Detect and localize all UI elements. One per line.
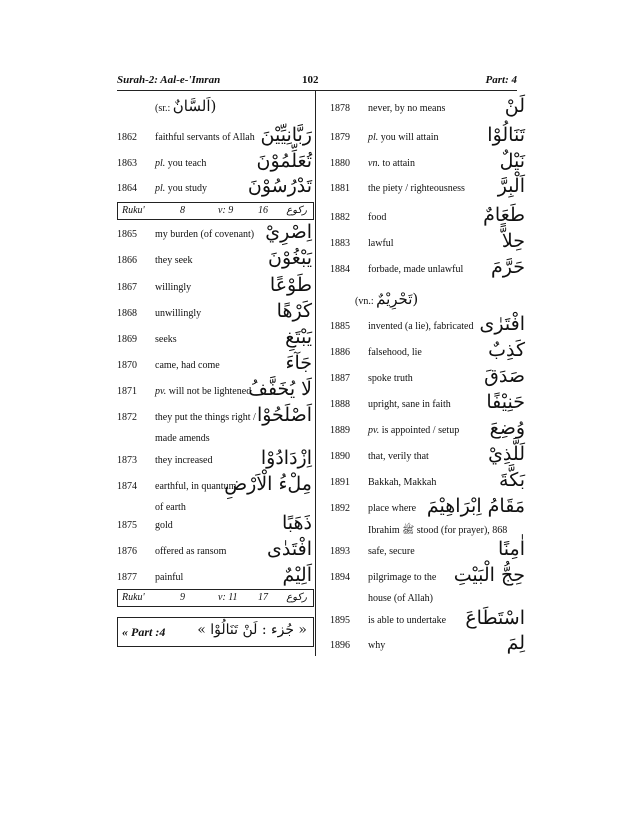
meaning-text: you study [167,183,207,194]
column-divider [315,91,316,656]
entry-meaning [155,386,251,397]
ruku-verses: v: 9 [218,205,234,216]
entry-number: 1880 [330,158,350,169]
entry-row [330,258,525,280]
ruku-label: Ruku' [122,592,145,603]
entry-meaning [368,373,413,384]
entry-row [117,152,312,174]
meaning-text: faithful servants of Allah [155,132,255,143]
ruku-box-2 [117,589,314,607]
root-note-left [155,97,216,115]
entry-meaning [155,282,191,293]
entry-row [117,449,312,471]
meaning-text: food [368,212,387,223]
entry-number: 1875 [117,520,137,531]
meaning-text: is able to undertake [368,615,447,626]
entry-arabic: حِلاًّ [501,230,525,252]
entry-meaning [368,264,463,275]
root-prefix: (vn.: [355,296,374,307]
entry-number: 1877 [117,572,137,583]
entry-number: 1874 [117,481,137,492]
entry-arabic: لَا يُخَفَّفُ [248,378,312,400]
entry-row [117,276,312,298]
entry-arabic: صَدَقَ [484,365,525,387]
entry-number: 1889 [330,425,350,436]
meaning-text: seeks [155,334,177,345]
entry-row [330,393,525,415]
entry-meaning [155,520,173,531]
entry-arabic: افْتَرٰى [479,313,525,335]
entry-arabic: تَدْرُسُوْنَ [247,175,312,197]
root-note-right [355,290,418,308]
grammar-tag: pl. [155,158,166,169]
entry-number: 1894 [330,572,350,583]
entry-number: 1870 [117,360,137,371]
entry-row [117,473,312,513]
grammar-tag: pl. [155,183,166,194]
meaning-text: unwillingly [155,308,202,319]
entry-arabic: يَبْغُوْنَ [268,247,312,269]
entry-meaning [368,212,386,223]
entry-number: 1891 [330,477,350,488]
entry-meaning [368,103,445,114]
entry-arabic: طَعَامٌ [483,204,525,226]
ruku-count: 16 [258,205,268,216]
entry-row [330,609,525,631]
page-number: 102 [302,74,319,86]
entry-meaning [368,477,436,488]
entry-row [117,302,312,324]
entry-meaning [368,546,415,557]
meaning-text: is appointed / setup [381,425,460,436]
entry-arabic: ذَهَبًا [281,512,312,534]
entry-arabic: اَصْلَحُوْا [256,404,312,426]
entry-meaning [155,360,220,371]
entry-arabic: حَرَّمَ [491,256,525,278]
entry-meaning [368,399,451,410]
entry-arabic: حَنِيْفًا [486,391,525,413]
surah-title: Surah-2: Aal-e-'Imran [117,74,221,86]
meaning-text: place where [368,503,417,514]
entry-meaning [155,334,177,345]
entry-arabic: رَبَّانِيِّيْنَ [260,124,312,146]
entry-meaning [155,255,193,266]
entry-arabic: اَلِيْمٌ [282,564,312,586]
entry-number: 1887 [330,373,350,384]
entry-row [117,249,312,271]
entry-row [330,445,525,467]
part-label-english: « Part :4 [122,625,166,639]
entry-arabic: افْتَدٰى [267,538,312,560]
entry-arabic: طَوْعًا [269,274,312,296]
entry-meaning [155,158,206,169]
entry-arabic: نَيْلٌ [499,150,525,172]
entry-meaning [368,321,474,332]
entry-row [117,354,312,376]
entry-meaning [155,412,256,423]
root-arabic: اَلسَّانٌ) [172,97,217,115]
entry-row [330,97,525,119]
entry-meaning [155,229,254,240]
meaning-continuation: house (of Allah) [368,593,433,604]
entry-number: 1867 [117,282,137,293]
meaning-text: will not be lightened [168,386,252,397]
entry-arabic: جَآءَ [285,352,312,374]
entry-meaning [368,158,415,169]
entry-number: 1881 [330,183,350,194]
entry-meaning [155,183,207,194]
entry-meaning [368,183,465,194]
meaning-text: safe, secure [368,546,415,557]
ruku-count: 17 [258,592,268,603]
entry-arabic: لَنْ [504,95,525,117]
meaning-text: my burden (of covenant) [155,229,255,240]
part-box [117,617,314,647]
entry-row [330,232,525,254]
entry-row [330,495,525,536]
entry-arabic: وُضِعَ [489,417,525,439]
entry-row [330,152,525,174]
entry-number: 1868 [117,308,137,319]
entry-row [117,177,312,199]
entry-row [330,177,525,199]
entry-arabic: حِجُّ الْبَيْتِ [453,564,525,586]
meaning-text: never, by no means [368,103,446,114]
entry-meaning [155,546,226,557]
meaning-text: spoke truth [368,373,413,384]
entry-meaning [368,503,416,514]
entry-number: 1885 [330,321,350,332]
entry-arabic: اِزْدَادُوْا [260,447,312,469]
entry-row [117,514,312,536]
entry-arabic: لَلَّذِيْ [488,443,525,465]
meaning-text: to attain [382,158,415,169]
meaning-continuation: made amends [155,433,210,444]
entry-row [117,566,312,588]
ruku-box-1 [117,202,314,220]
meaning-text: came, had come [155,360,220,371]
entry-number: 1895 [330,615,350,626]
entry-meaning [368,615,446,626]
meaning-text: invented (a lie), fabricated [368,321,474,332]
entry-number: 1884 [330,264,350,275]
ruku-verses: v: 11 [218,592,238,603]
entry-number: 1893 [330,546,350,557]
entry-row [117,126,312,148]
meaning-text: pilgrimage to the [368,572,437,583]
entry-meaning [368,347,422,358]
root-arabic: تَحْرِيْمٌ) [376,290,419,308]
meaning-text: you teach [167,158,207,169]
entry-meaning [155,132,255,143]
entry-meaning [368,238,394,249]
part-label: Part: 4 [485,74,517,86]
entry-row [330,126,525,148]
entry-number: 1890 [330,451,350,462]
entry-arabic: يَبْتَغِ [285,326,312,348]
entry-number: 1888 [330,399,350,410]
entry-arabic: تُعَلِّمُوْنَ [256,150,312,172]
meaning-text: earthful, in quantum [155,481,237,492]
entry-row [330,471,525,493]
ruku-arabic: رکوع [286,592,307,603]
entry-arabic: كَذِبٌ [488,339,525,361]
meaning-text: they seek [155,255,193,266]
entry-meaning [368,572,436,583]
entry-row [330,341,525,363]
entry-row [117,540,312,562]
entry-number: 1878 [330,103,350,114]
meaning-text: that, verily that [368,451,429,462]
entry-row [330,634,525,656]
meaning-continuation: Ibrahim ﷺ stood (for prayer), 868 [368,525,508,536]
entry-row [330,419,525,441]
meaning-text: Bakkah, Makkah [368,477,437,488]
ruku-label: Ruku' [122,205,145,216]
entry-number: 1869 [117,334,137,345]
meaning-text: willingly [155,282,192,293]
meaning-text: you will attain [380,132,439,143]
entry-arabic: مِلْءُ الْاَرْضِ [224,473,312,495]
entry-number: 1872 [117,412,137,423]
page-header [117,72,517,91]
meaning-text: why [368,640,386,651]
entry-meaning [155,572,183,583]
entry-row [330,540,525,562]
entry-number: 1866 [117,255,137,266]
entry-number: 1892 [330,503,350,514]
entry-number: 1882 [330,212,350,223]
entry-meaning [368,425,459,436]
entry-arabic: تَنَالُوْا [487,124,525,146]
entry-meaning [155,308,201,319]
entry-row [117,380,312,402]
grammar-tag: pv. [368,425,380,436]
meaning-text: gold [155,520,173,531]
entry-row [330,564,525,604]
entry-meaning [368,640,385,651]
meaning-text: offered as ransom [155,546,227,557]
entry-meaning [368,451,429,462]
ruku-number: 8 [180,205,185,216]
entry-row [330,206,525,228]
meaning-text: the piety / righteousness [368,183,465,194]
entry-number: 1896 [330,640,350,651]
entry-arabic: اٰمِنًا [498,538,525,560]
entry-arabic: اسْتَطَاعَ [465,607,525,629]
ruku-arabic: رکوع [286,205,307,216]
meaning-continuation: of earth [155,502,186,513]
entry-number: 1883 [330,238,350,249]
entry-number: 1871 [117,386,137,397]
meaning-text: upright, sane in faith [368,399,451,410]
grammar-tag: pv. [155,386,167,397]
root-prefix: (sr.: [155,103,171,114]
entry-number: 1876 [117,546,137,557]
entry-arabic: اِصْرِيْ [265,221,312,243]
meaning-text: lawful [368,238,394,249]
entry-number: 1865 [117,229,137,240]
meaning-text: they increased [155,455,213,466]
meaning-text: painful [155,572,184,583]
grammar-tag: pl. [368,132,379,143]
entry-row [117,328,312,350]
meaning-text: falsehood, lie [368,347,422,358]
entry-number: 1864 [117,183,137,194]
entry-row [330,315,525,337]
meaning-text: forbade, made unlawful [368,264,464,275]
entry-number: 1863 [117,158,137,169]
entry-row [330,367,525,389]
entry-row [117,404,312,444]
entry-row [117,223,312,245]
part-label-arabic: « جُزء : لَنْ تَنَالُوْا » [197,622,307,638]
grammar-tag: vn. [368,158,380,169]
ruku-number: 9 [180,592,185,603]
entry-number: 1873 [117,455,137,466]
entry-arabic: بَكَّةَ [499,469,525,491]
entry-arabic: اَلْبِرَّ [497,175,525,197]
entry-arabic: كَرْهًا [276,300,312,322]
entry-meaning [155,455,212,466]
entry-number: 1886 [330,347,350,358]
entry-number: 1879 [330,132,350,143]
meaning-text: they put the things right / [155,412,256,423]
entry-number: 1862 [117,132,137,143]
entry-arabic: مَقَامُ اِبْرَاهِيْمَ [426,495,525,517]
entry-meaning [368,132,439,143]
entry-arabic: لِمَ [506,632,525,654]
